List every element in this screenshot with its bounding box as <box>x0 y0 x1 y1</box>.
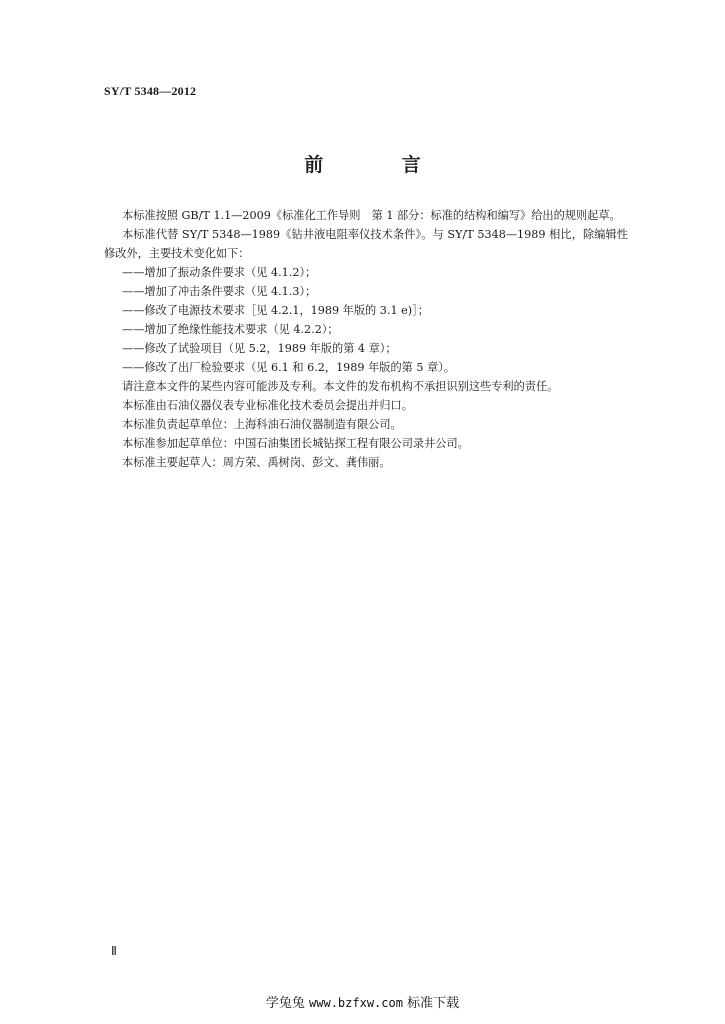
footer-url[interactable]: www.bzfxw.com <box>309 996 403 1010</box>
paragraph-drafting-rules: 本标准按照 GB/T 1.1—2009《标准化工作导则 第 1 部分：标准的结构和编写》给出的规则起草。 <box>122 209 621 222</box>
page-title: 前 言 <box>304 154 457 176</box>
footer-site-name: 学兔兔 <box>265 996 305 1011</box>
change-item: ——修改了电源技术要求［见 4.2.1，1989 年版的 3.1 e)］； <box>122 304 429 317</box>
change-item: ——增加了冲击条件要求（见 4.1.3）； <box>122 285 317 298</box>
paragraph-replacement: 本标准代替 SY/T 5348—1989《钻井液电阻率仪技术条件》。与 SY/T 5348—1989 相比，除编辑性修改外，主要技术变化如下： <box>104 228 628 260</box>
change-item: ——修改了试验项目（见 5.2，1989 年版的第 4 章）； <box>122 342 397 355</box>
standard-code: SY/T 5348—2012 <box>104 84 197 98</box>
footer-watermark <box>0 992 725 1011</box>
change-item: ——增加了振动条件要求（见 4.1.2）； <box>122 266 317 279</box>
change-item: ——增加了绝缘性能技术要求（见 4.2.2）； <box>122 323 339 336</box>
paragraph-patent-notice: 请注意本文件的某些内容可能涉及专利。本文件的发布机构不承担识别这些专利的责任。 <box>122 380 559 393</box>
paragraph-participating-drafter: 本标准参加起草单位：中国石油集团长城钻探工程有限公司录井公司。 <box>122 437 469 450</box>
paragraph-proposer: 本标准由石油仪器仪表专业标准化技术委员会提出并归口。 <box>122 399 413 412</box>
change-item: ——修改了出厂检验要求（见 6.1 和 6.2，1989 年版的第 5 章）。 <box>122 361 456 374</box>
paragraph-main-drafters: 本标准主要起草人：周方荣、禹树岗、彭文、龚伟丽。 <box>122 456 391 469</box>
page-number: Ⅱ <box>111 944 117 958</box>
foreword-body <box>104 206 628 472</box>
paragraph-lead-drafter: 本标准负责起草单位：上海科油石油仪器制造有限公司。 <box>122 418 402 431</box>
footer-tagline: 标准下载 <box>407 996 460 1011</box>
